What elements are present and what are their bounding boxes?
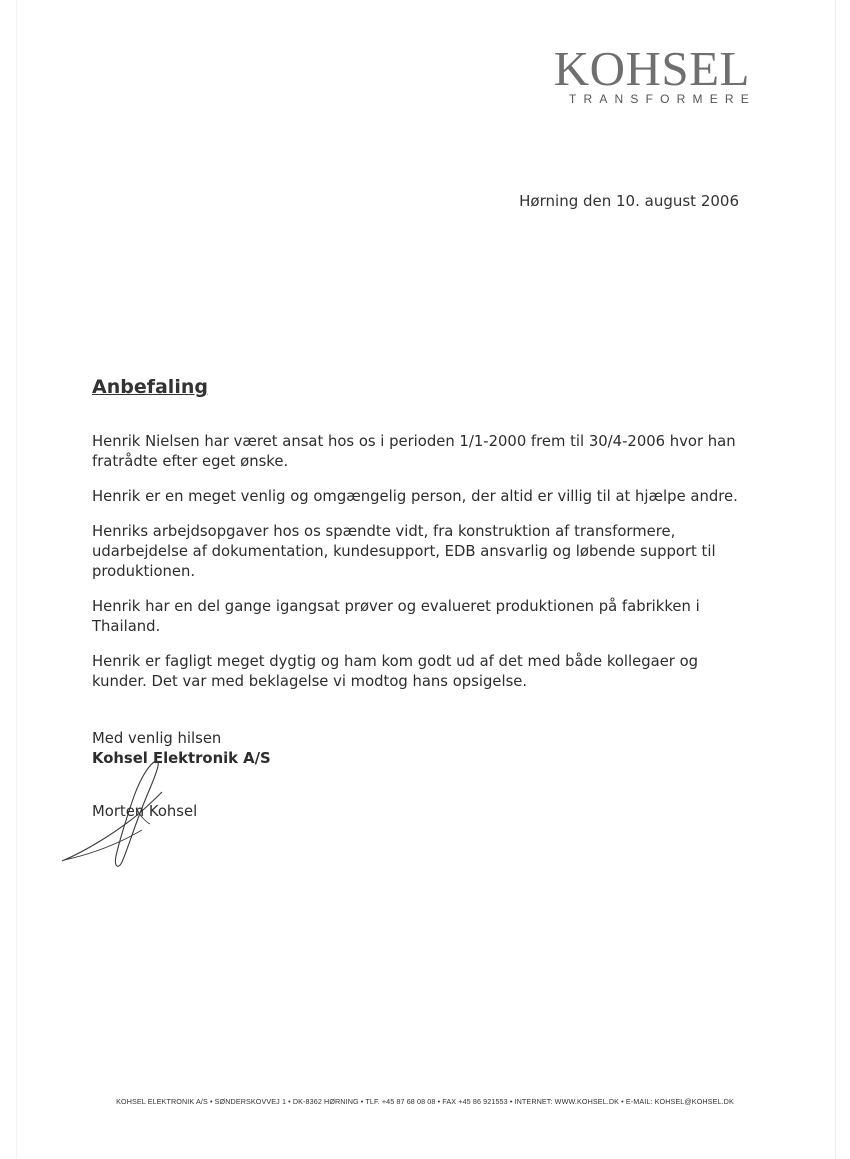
- paragraph-thailand: Henrik har en del gange igangsat prøver og evalueret produktionen på fabrikken i Thailand.: [92, 598, 700, 635]
- footer-contact: KOHSEL ELEKTRONIK A/S • SØNDERSKOVVEJ 1 • DK-8362 HØRNING • TLF. +45 87 68 08 08 • FAX +45 86 921553 • INTERNET: WWW.KOHSEL.DK • E-MAIL: KOHSEL@KOHSEL.DK: [116, 1097, 734, 1106]
- closing-company: Kohsel Elektronik A/S: [92, 750, 271, 767]
- paragraph-personality: Henrik er en meget venlig og omgængelig person, der altid er villig til at hjælpe andre.: [92, 488, 738, 505]
- paragraph-employment: Henrik Nielsen har været ansat hos os i perioden 1/1-2000 frem til 30/4-2006 hvor han fratrådte efter eget ønske.: [92, 433, 736, 470]
- scan-edge-left: [16, 0, 17, 1159]
- logo-name: KOHSEL: [553, 41, 750, 96]
- company-logo: [540, 41, 756, 106]
- paragraph-tasks: Henriks arbejdsopgaver hos os spændte vidt, fra konstruktion af transformere, udarbejdelse af dokumentation, kundesupport, EDB ansvarlig og løbende support til produktionen.: [92, 523, 716, 580]
- letter-title: Anbefaling: [92, 376, 208, 398]
- date-line: Hørning den 10. august 2006: [519, 192, 739, 210]
- signer-name: Morten Kohsel: [92, 803, 198, 820]
- closing-greeting: Med venlig hilsen: [92, 730, 222, 747]
- logo-tagline: TRANSFORMERE: [568, 92, 756, 106]
- paragraph-assessment: Henrik er fagligt meget dygtig og ham kom godt ud af det med både kollegaer og kunder. Det var med beklagelse vi modtog hans opsigelse.: [92, 653, 699, 690]
- scan-edge: [835, 0, 836, 1159]
- letter-body: [92, 432, 752, 707]
